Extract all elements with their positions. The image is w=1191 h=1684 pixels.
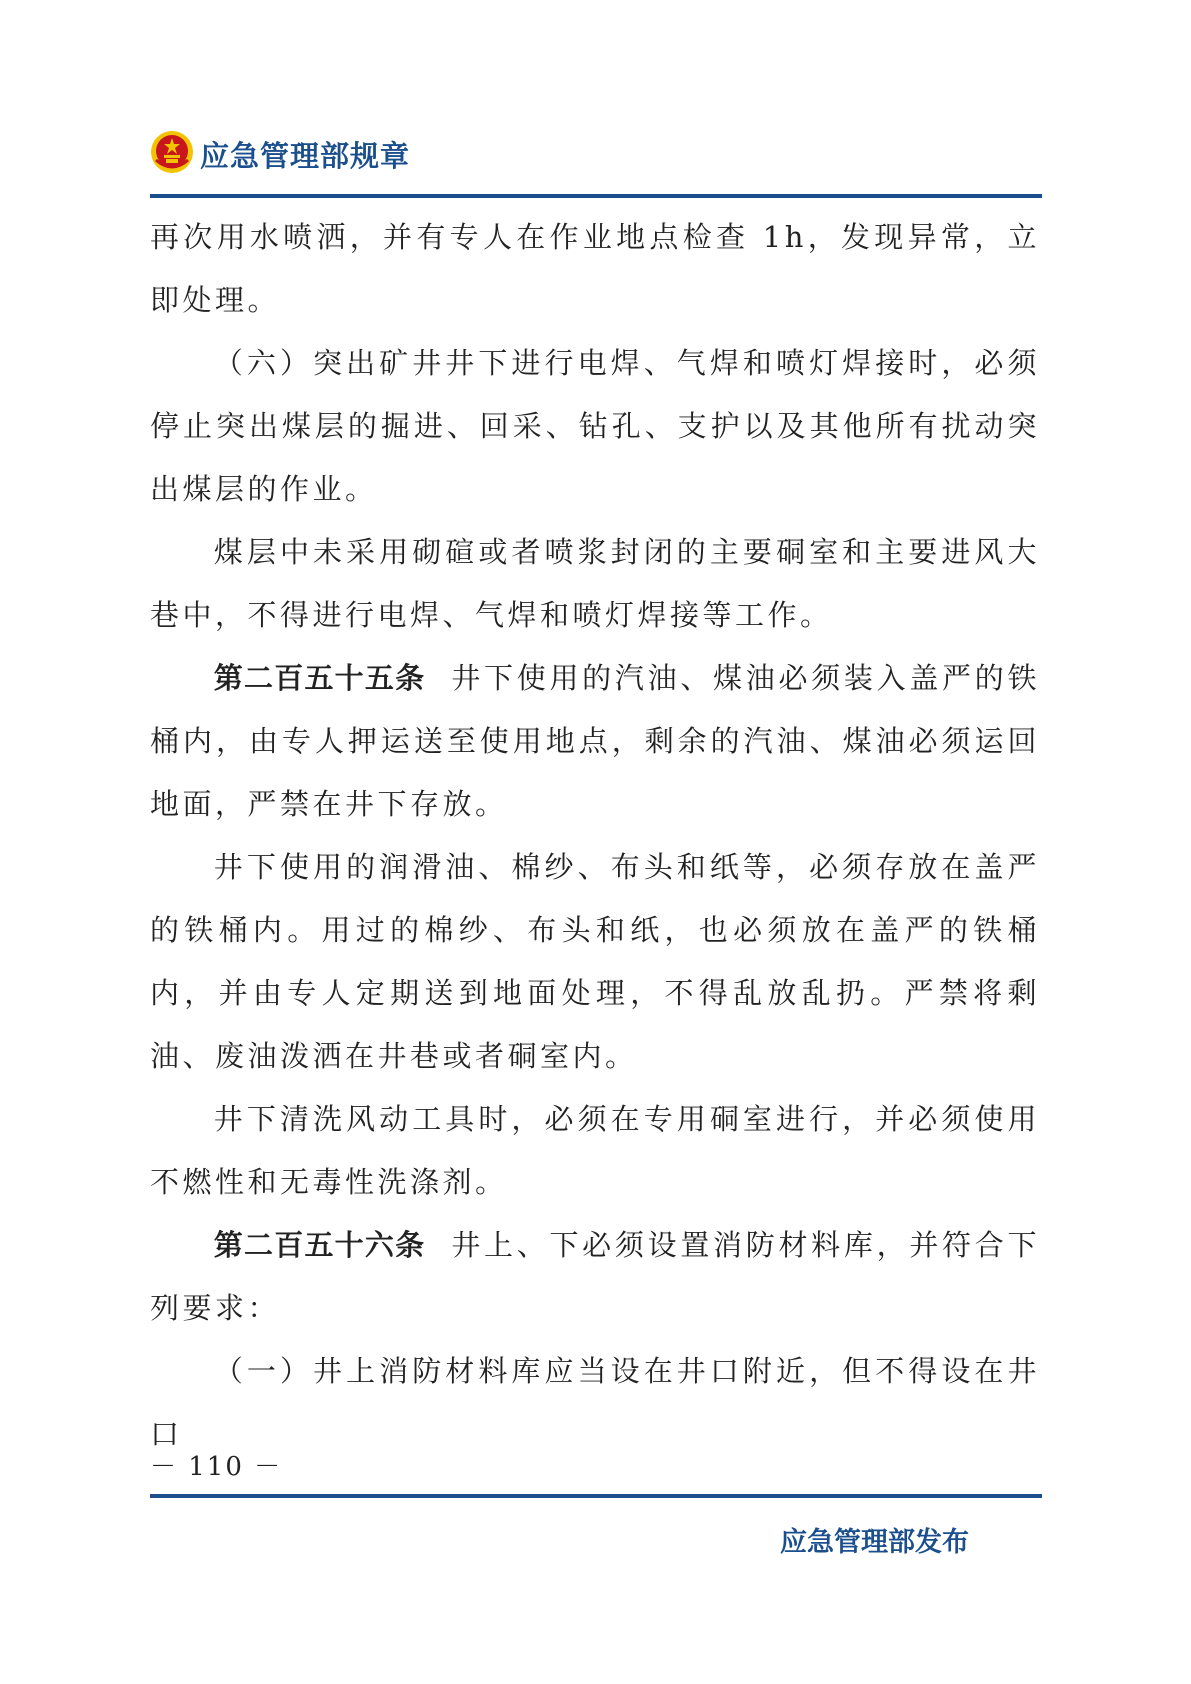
paragraph: （六）突出矿井井下进行电焊、气焊和喷灯焊接时，必须停止突出煤层的掘进、回采、钻孔、支护以及其他所有扰动突出煤层的作业。	[150, 346, 1040, 506]
page-header	[150, 128, 1040, 188]
article-text: 井上、下必须设置消防材料库，并符合下列要求：	[150, 1228, 1040, 1325]
paragraph: 井下使用的润滑油、棉纱、布头和纸等，必须存放在盖严的铁桶内。用过的棉纱、布头和纸，也必须放在盖严的铁桶内，并由专人定期送到地面处理，不得乱放乱扔。严禁将剩油、废油泼洒在井巷或者硐室内。	[150, 850, 1040, 1073]
article-number: 第二百五十五条	[213, 661, 426, 695]
national-emblem-icon	[150, 130, 194, 174]
paragraph: 再次用水喷洒，并有专人在作业地点检查 1h，发现异常，立即处理。	[150, 220, 1040, 317]
publisher-label: 应急管理部发布	[780, 1527, 969, 1558]
paragraph: 井下清洗风动工具时，必须在专用硐室进行，并必须使用不燃性和无毒性洗涤剂。	[150, 1102, 1040, 1199]
document-body	[150, 206, 1040, 1466]
header-rule	[150, 194, 1042, 198]
footer-rule	[150, 1494, 1042, 1498]
article-text: 井下使用的汽油、煤油必须装入盖严的铁桶内，由专人押运送至使用地点，剩余的汽油、煤油必须运回地面，严禁在井下存放。	[150, 661, 1040, 821]
article-number: 第二百五十六条	[213, 1228, 426, 1262]
header-title: 应急管理部规章	[200, 139, 411, 173]
article-256	[150, 1214, 1040, 1340]
paragraph: （一）井上消防材料库应当设在井口附近，但不得设在井口	[150, 1354, 1040, 1451]
page-number: － 110 －	[150, 1452, 283, 1482]
paragraph: 煤层中未采用砌碹或者喷浆封闭的主要硐室和主要进风大巷中，不得进行电焊、气焊和喷灯焊接等工作。	[150, 535, 1040, 632]
article-255	[150, 647, 1040, 836]
